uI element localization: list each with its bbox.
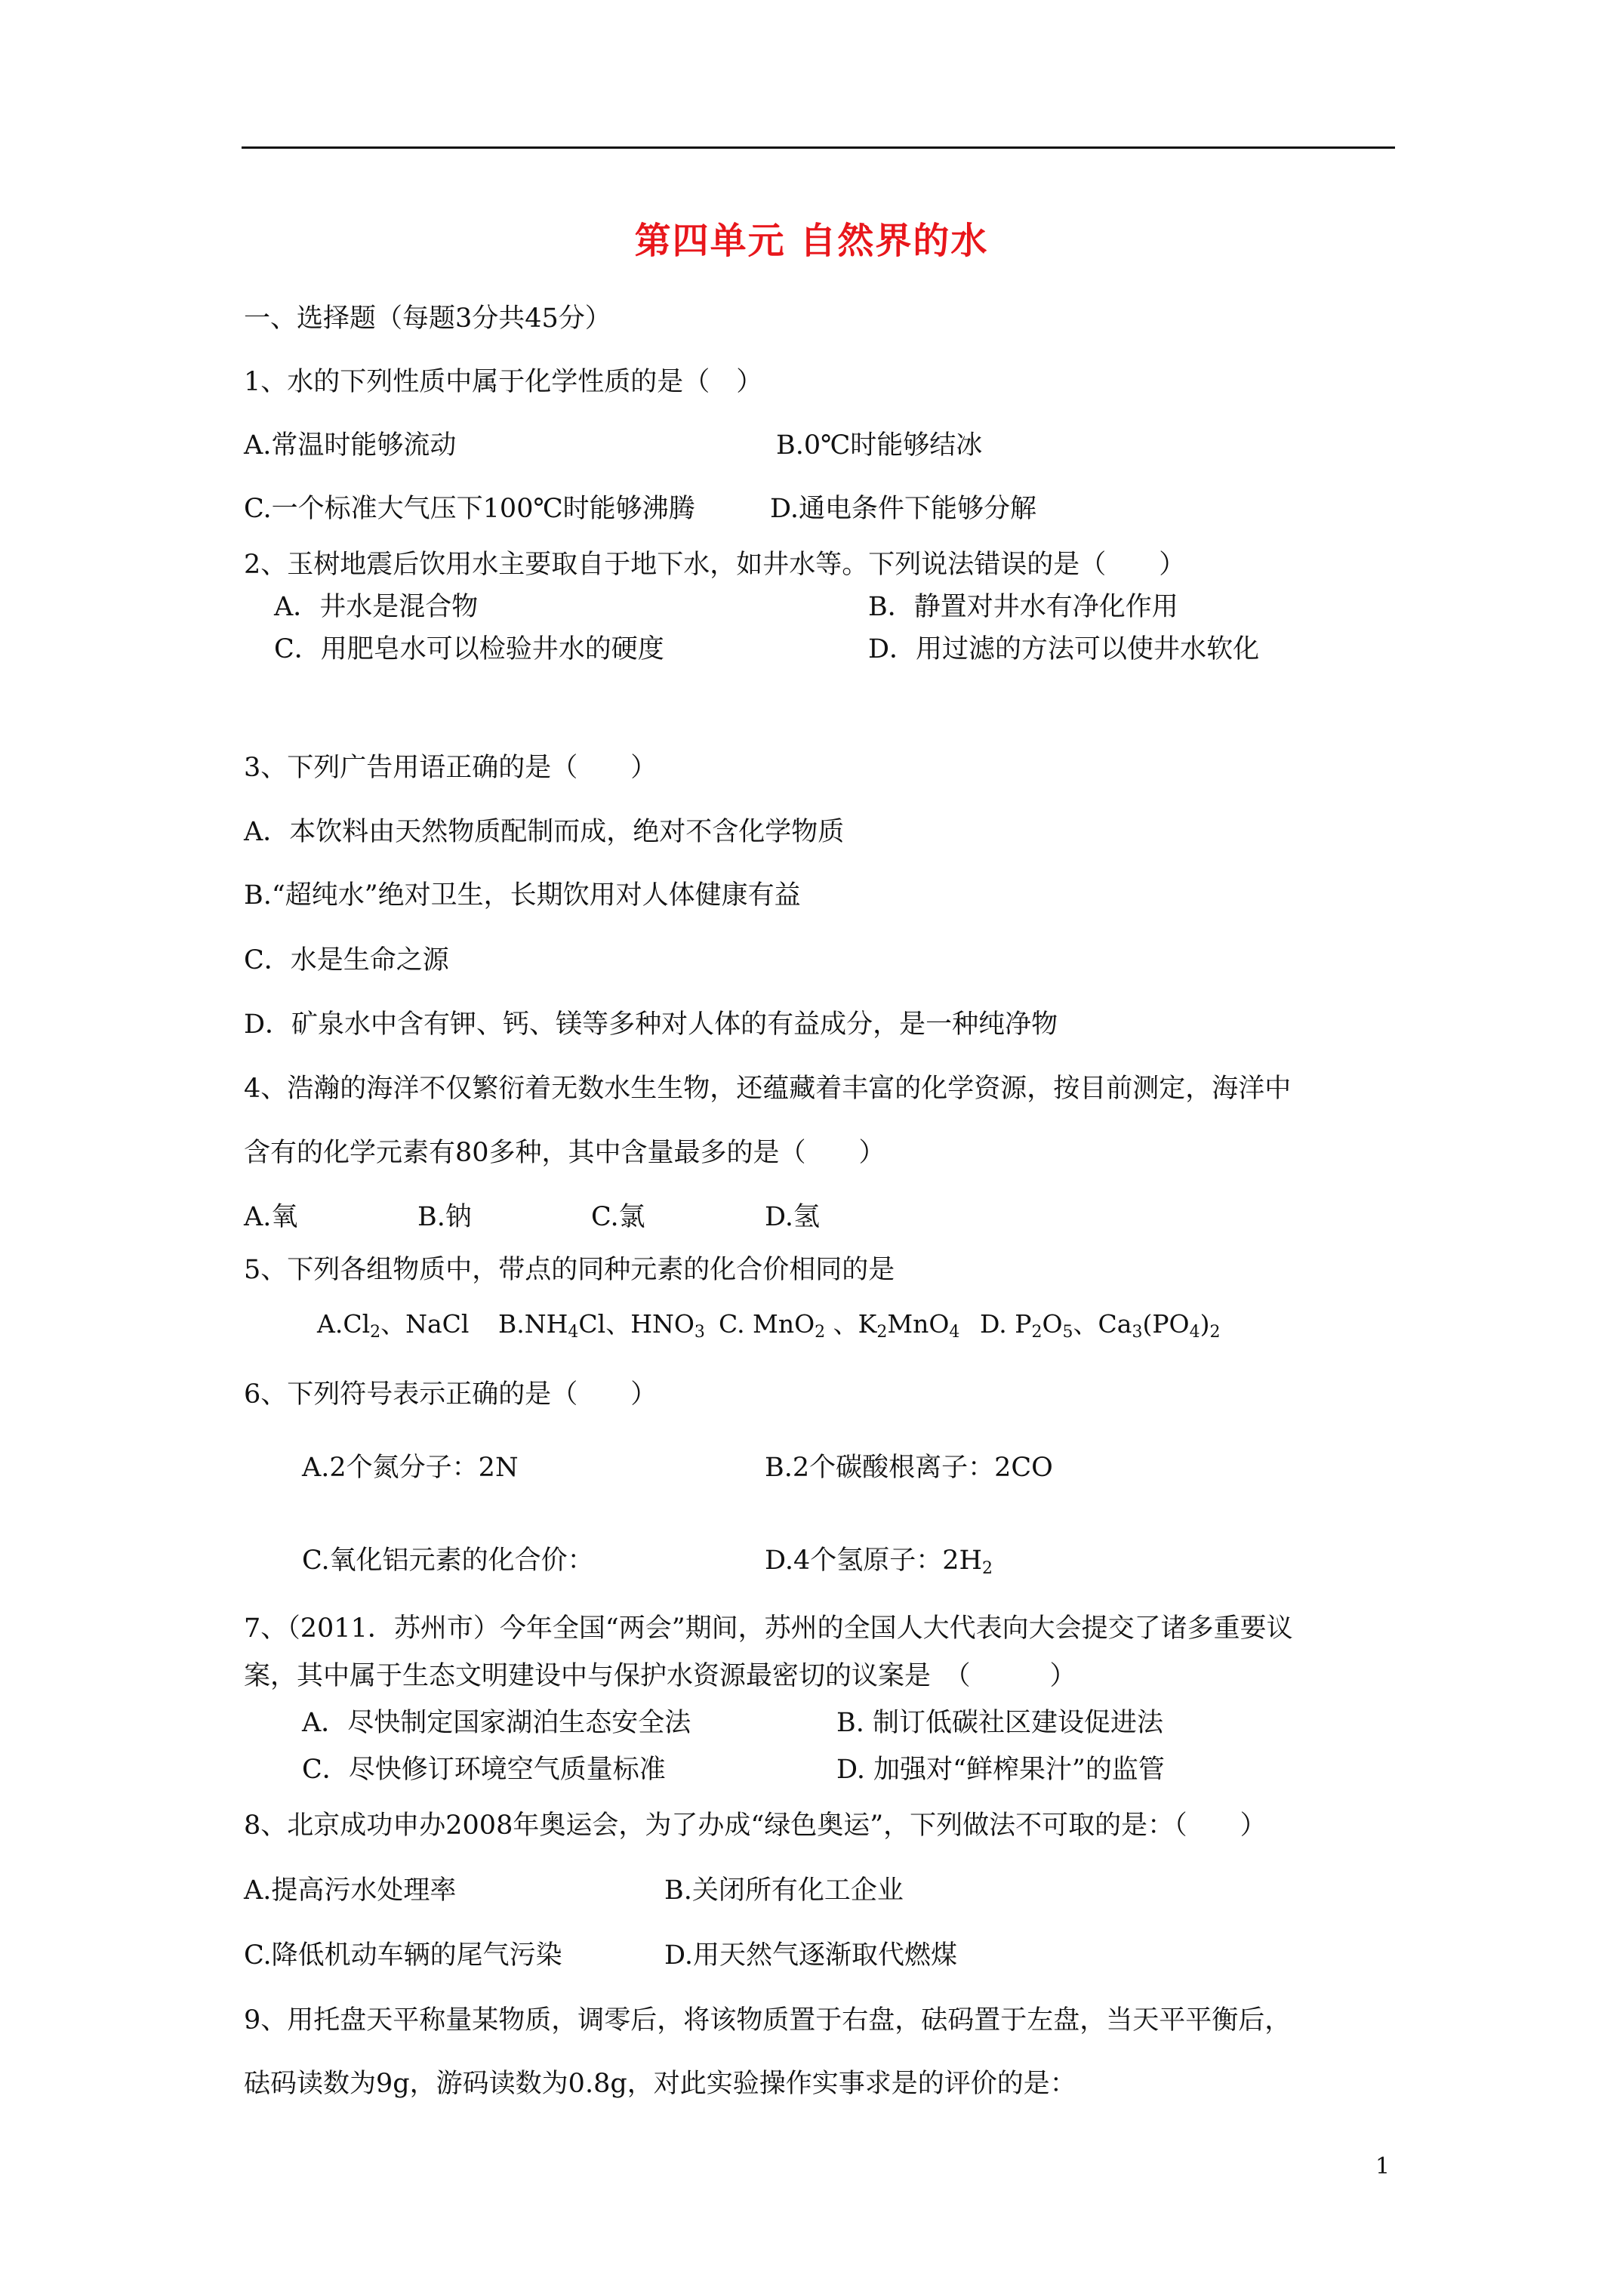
question-3-option-a: A．本饮料由天然物质配制而成，绝对不含化学物质 (244, 817, 845, 847)
question-6-option-b: B.2个碳酸根离子：2CO (765, 1453, 1053, 1483)
question-2-option-c: C．用肥皂水可以检验井水的硬度 (274, 634, 664, 664)
question-1-option-a: A.常温时能够流动 (244, 430, 457, 461)
question-5-option-c: C. MnO$_2$ 、$K_2MnO_4$ (719, 1309, 960, 1342)
question-9-stem-line1: 9、用托盘天平称量某物质，调零后，将该物质置于右盘，砝码置于左盘，当天平平衡后， (244, 2005, 1292, 2036)
question-8-stem: 8、北京成功申办2008年奥运会，为了办成“绿色奥运”，下列做法不可取的是：（ ） (244, 1811, 1267, 1841)
question-5-option-b: $B.NH_4Cl$、$HNO_3$ (498, 1309, 705, 1342)
question-4-stem-line1: 4、浩瀚的海洋不仅繁衍着无数水生生物，还蕴藏着丰富的化学资源，按目前测定，海洋中 (244, 1074, 1292, 1104)
page-title: 第四单元 自然界的水 (634, 220, 989, 262)
question-7-stem-line2: 案，其中属于生态文明建设中与保护水资源最密切的议案是 （ ） (244, 1661, 1076, 1691)
question-2-option-a: A．井水是混合物 (274, 592, 479, 622)
question-2-option-b: B．静置对井水有净化作用 (868, 592, 1178, 622)
question-1-option-c: C.一个标准大气压下100℃时能够沸腾 (244, 494, 695, 524)
question-2-option-d: D．用过滤的方法可以使井水软化 (868, 634, 1260, 664)
question-4-option-a: A.氧 (244, 1202, 298, 1232)
section-heading: 一、选择题（每题3分共45分） (244, 304, 611, 334)
question-8-option-b: B.关闭所有化工企业 (664, 1875, 904, 1906)
question-5-stem: 5、下列各组物质中，带点的同种元素的化合价相同的是 (244, 1255, 895, 1285)
question-3-option-c: C．水是生命之源 (244, 945, 449, 975)
question-6-stem: 6、下列符号表示正确的是（ ） (244, 1379, 658, 1410)
question-2-stem: 2、玉树地震后饮用水主要取自于地下水，如井水等。下列说法错误的是（ ） (244, 550, 1186, 580)
question-6-option-c: C.氧化铝元素的化合价： (302, 1546, 594, 1576)
question-7-option-d: D. 加强对“鲜榨果汁”的监管 (836, 1755, 1165, 1785)
page-number: 1 (1375, 2153, 1390, 2180)
question-7-option-b: B. 制订低碳社区建设促进法 (836, 1708, 1163, 1738)
question-4-option-b: B.钠 (417, 1202, 472, 1232)
header-rule (242, 146, 1395, 149)
question-3-option-d: D．矿泉水中含有钾、钙、镁等多种对人体的有益成分，是一种纯净物 (244, 1009, 1058, 1040)
question-6-option-a: A.2个氮分子：2N (302, 1453, 519, 1483)
question-8-option-d: D.用天然气逐渐取代燃煤 (664, 1940, 957, 1971)
question-1-stem: 1、水的下列性质中属于化学性质的是（ ） (244, 367, 763, 397)
question-7-option-a: A．尽快制定国家湖泊生态安全法 (302, 1708, 691, 1738)
question-4-option-c: C.氯 (591, 1202, 645, 1232)
question-1-option-b: B.0℃时能够结冰 (776, 430, 983, 461)
question-8-option-a: A.提高污水处理率 (244, 1875, 457, 1906)
question-5-option-a: $A.Cl_2$、NaCl (317, 1309, 470, 1342)
question-5-option-d: D. $P_2O_5$、$Ca_3(PO_4)_2$ (980, 1309, 1221, 1342)
question-3-option-b: B.“超纯水”绝对卫生，长期饮用对人体健康有益 (244, 880, 801, 911)
question-3-stem: 3、下列广告用语正确的是（ ） (244, 753, 658, 783)
question-6-option-d: D.4个氢原子：$2H_2$ (765, 1546, 993, 1578)
question-7-stem-line1: 7、（2011．苏州市）今年全国“两会”期间，苏州的全国人大代表向大会提交了诸多重要议 (244, 1613, 1293, 1644)
question-4-option-d: D.氢 (765, 1202, 820, 1232)
question-7-option-c: C．尽快修订环境空气质量标准 (302, 1755, 666, 1785)
question-1-option-d: D.通电条件下能够分解 (770, 494, 1036, 524)
question-4-stem-line2: 含有的化学元素有80多种，其中含量最多的是（ ） (244, 1138, 885, 1168)
question-8-option-c: C.降低机动车辆的尾气污染 (244, 1940, 562, 1971)
question-9-stem-line2: 砝码读数为9g，游码读数为0.8g，对此实验操作实事求是的评价的是： (244, 2069, 1076, 2099)
